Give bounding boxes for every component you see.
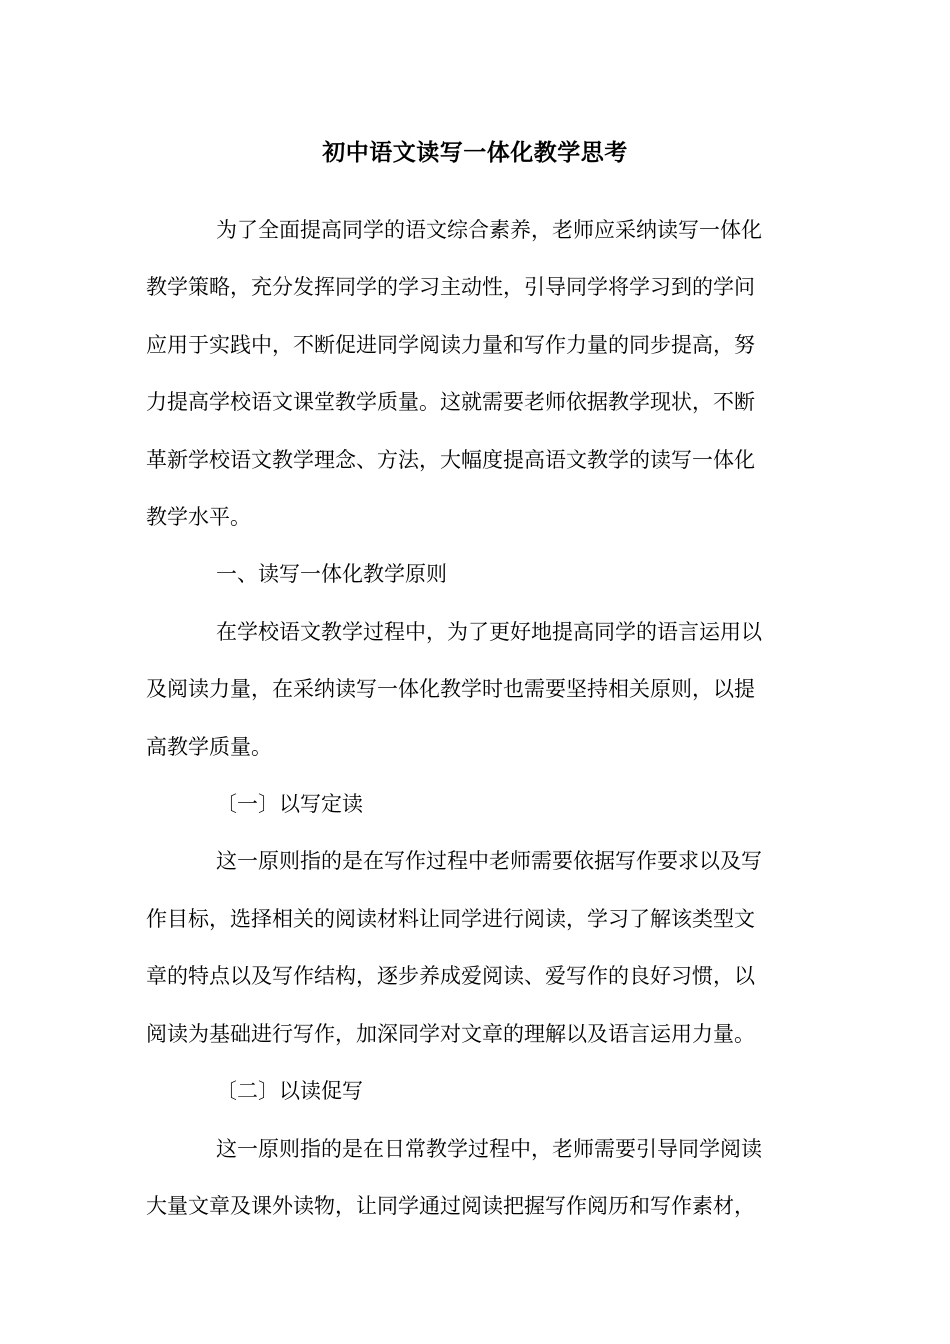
section-heading-principles: 一、读写一体化教学原则 (216, 562, 447, 587)
text-line: 为了全面提高同学的语文综合素养，老师应采纳读写一体化 (216, 218, 762, 242)
text-line: 章的特点以及写作结构，逐步养成爱阅读、爱写作的良好习惯，以 (146, 964, 755, 989)
text-line: 应用于实践中，不断促进同学阅读力量和写作力量的同步提高，努 (146, 332, 755, 357)
document-body (146, 202, 806, 1235)
subheading-read-promotes-write: 〔二〕以读促写 (216, 1079, 363, 1104)
text-line: 革新学校语文教学理念、方法，大幅度提高语文教学的读写一体化 (146, 447, 755, 472)
text-line: 这一原则指的是在日常教学过程中，老师需要引导同学阅读 (216, 1136, 762, 1161)
text-line: 力提高学校语文课堂教学质量。这就需要老师依据教学现状，不断 (146, 390, 755, 415)
text-line: 这一原则指的是在写作过程中老师需要依据写作要求以及写 (216, 849, 762, 874)
text-line: 教学策略，充分发挥同学的学习主动性，引导同学将学习到的学问 (146, 275, 755, 300)
intro-paragraph (146, 202, 806, 546)
write-determines-read-paragraph (146, 833, 806, 1063)
text-line: 阅读为基础进行写作，加深同学对文章的理解以及语言运用力量。 (146, 1021, 755, 1046)
text-line: 教学水平。 (146, 505, 251, 530)
text-line: 作目标，选择相关的阅读材料让同学进行阅读，学习了解该类型文 (146, 906, 755, 931)
document-title: 初中语文读写一体化教学思考 (322, 139, 628, 166)
read-promotes-write-paragraph (146, 1121, 806, 1236)
text-line: 在学校语文教学过程中，为了更好地提高同学的语言运用以 (216, 619, 762, 644)
text-line: 及阅读力量，在采纳读写一体化教学时也需要坚持相关原则，以提 (146, 677, 755, 702)
text-line: 高教学质量。 (146, 734, 272, 759)
principles-paragraph (146, 604, 806, 776)
subheading-write-determines-read: 〔一〕以写定读 (216, 792, 363, 817)
text-line: 大量文章及课外读物，让同学通过阅读把握写作阅历和写作素材， (146, 1193, 755, 1218)
